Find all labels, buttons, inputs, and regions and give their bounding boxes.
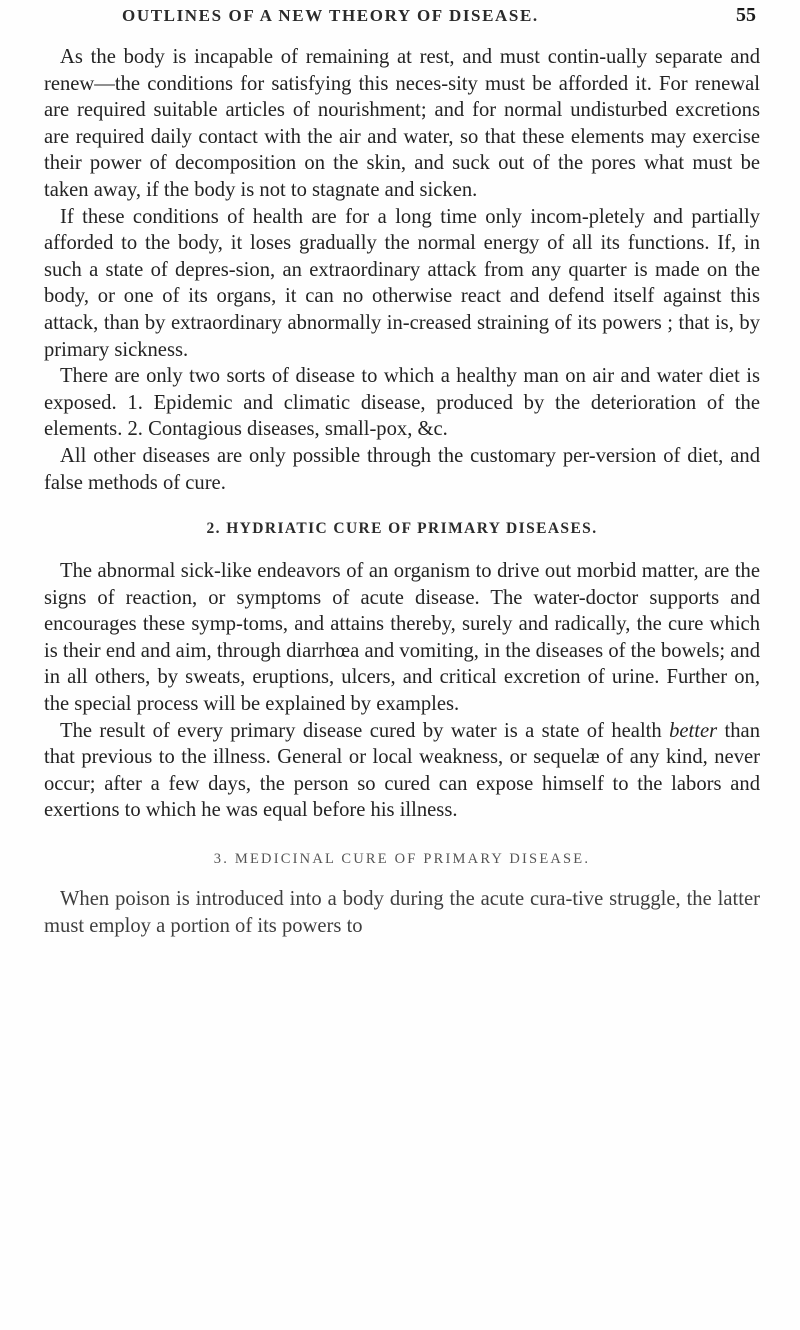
section-heading-medicinal-cure: 3. MEDICINAL CURE OF PRIMARY DISEASE. (213, 851, 591, 868)
paragraph-result-of-cure (44, 718, 760, 824)
section-heading-hydriatic-cure: 2. HYDRIATIC CURE OF PRIMARY DISEASES. (206, 520, 598, 538)
running-title: OUTLINES OF A NEW THEORY OF DISEASE. (122, 6, 539, 25)
emphasis-better: better (669, 719, 718, 742)
paragraph-conditions-of-health: If these conditions of health are for a long time only incom-pletely and partially afforded to the body, it loses gradually the normal energy of all its functions. If, in such a state of depres-sion, an extraordinary attack from any quarter is made on the body, or one of its organs, it can no otherwise react and defend itself against this attack, than by extraordinary abnormally in-creased straining of its powers ; that is, by primary sickness. (44, 205, 760, 361)
paragraph-two-sorts-of-disease: There are only two sorts of disease to which a healthy man on air and water diet is exposed. 1. Epidemic and climatic disease, produced by the deterioration of the elements. 2. Contagious diseases, small-pox, &c. (44, 365, 760, 441)
paragraph-abnormal-endeavors: The abnormal sick-like endeavors of an organism to drive out morbid matter, are the signs of reaction, or symptoms of acute disease. The water-doctor supports and encourages these symp-toms, and attains thereby, surely and radically, the cure which is their end and aim, through diarrhœa and vomiting, in the diseases of the bowels; and in all others, by sweats, eruptions, ulcers, and critical excretion of urine. Further on, the special process will be explained by examples. (44, 560, 760, 716)
page-number: 55 (736, 4, 756, 26)
running-head (0, 6, 800, 34)
paragraph-poison-introduced: When poison is introduced into a body during the acute cura-tive struggle, the latter must employ a portion of its powers to (44, 888, 760, 937)
result-text-end: than that previous to the illness. General or local weakness, or sequelæ of any kind, never occur; after a few days, the person so cured can expose himself to the labors and exertions to which he was equal before his illness. (44, 719, 760, 822)
result-text-start: The result of every primary disease cured by water is a state of health (60, 719, 670, 742)
paragraph-other-diseases: All other diseases are only possible through the customary per-version of diet, and false methods of cure. (44, 444, 760, 494)
body-text (44, 44, 760, 939)
paragraph-body-renewal: As the body is incapable of remaining at rest, and must contin-ually separate and renew—the conditions for satisfying this neces-sity must be afforded it. For renewal are required suitable articles of nourishment; and for normal undisturbed excretions are required daily contact with the air and water, so that these elements may exercise their power of decomposition on the skin, and suck out of the pores what must be taken away, if the body is not to stagnate and sicken. (44, 46, 760, 201)
